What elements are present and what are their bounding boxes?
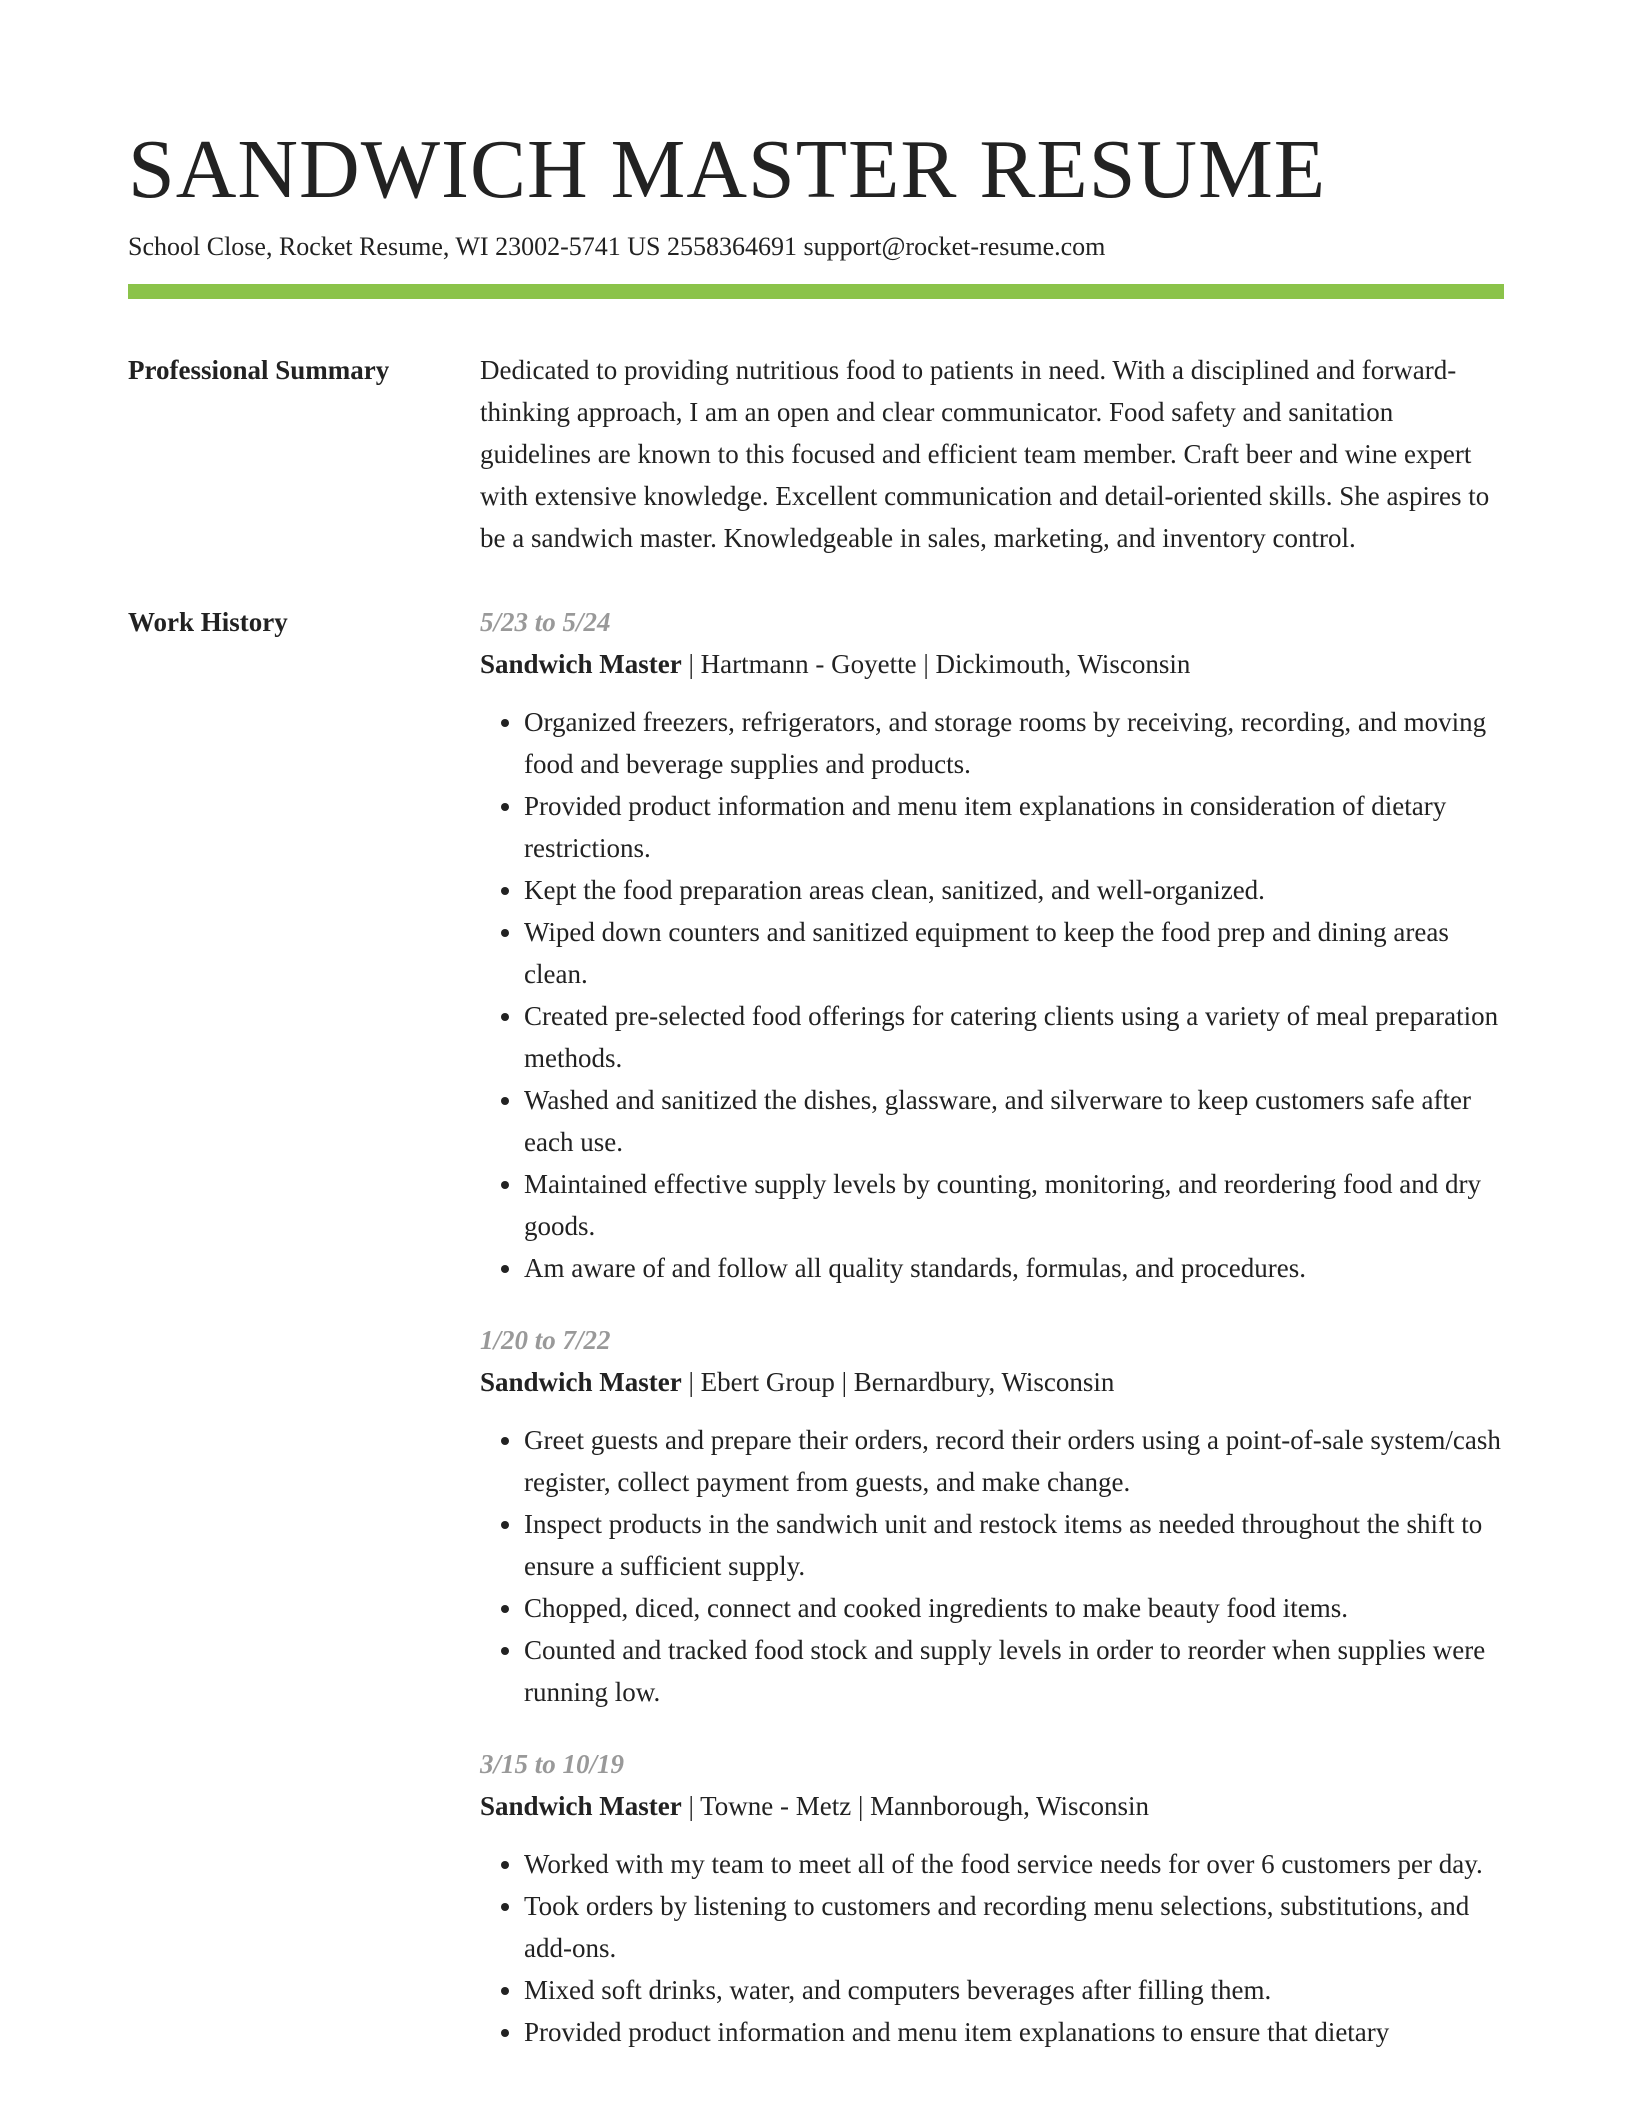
- resume-title: SANDWICH MASTER RESUME: [128, 123, 1327, 216]
- job-bullet: • Organized freezers, refrigerators, and storage rooms by receiving, recording, and moving food and beverage supplies and products.: [524, 701, 1504, 785]
- job-entry: [480, 601, 1504, 1289]
- job-bullet: • Maintained effective supply levels by counting, monitoring, and reordering food and dry goods.: [524, 1163, 1504, 1247]
- job-heading: [480, 1361, 1504, 1403]
- job-bullet: • Inspect products in the sandwich unit and restock items as needed throughout the shift to ensure a sufficient supply.: [524, 1503, 1504, 1587]
- job-title: Sandwich Master: [480, 1367, 682, 1397]
- job-title: Sandwich Master: [480, 649, 682, 679]
- section-label-work-history: Work History: [128, 607, 288, 637]
- job-heading: [480, 1785, 1504, 1827]
- job-bullets: [480, 1843, 1504, 2053]
- job-bullet: • Chopped, diced, connect and cooked ingredients to make beauty food items.: [524, 1587, 1504, 1629]
- job-details: | Towne - Metz | Mannborough, Wisconsin: [681, 1791, 1150, 1821]
- job-bullet: • Kept the food preparation areas clean, sanitized, and well-organized.: [524, 869, 1504, 911]
- section-label-summary: Professional Summary: [128, 355, 390, 385]
- job-entry: [480, 1743, 1504, 2053]
- job-bullet: • Took orders by listening to customers and recording menu selections, substitutions, and add-ons.: [524, 1885, 1504, 1969]
- accent-divider: [128, 284, 1504, 299]
- work-history-body: [480, 601, 1504, 2083]
- job-entry: [480, 1319, 1504, 1713]
- professional-summary-section: [128, 349, 1504, 559]
- job-details: | Hartmann - Goyette | Dickimouth, Wisconsin: [681, 649, 1191, 679]
- job-bullets: [480, 1419, 1504, 1713]
- job-dates: 5/23 to 5/24: [480, 607, 611, 637]
- job-dates: 1/20 to 7/22: [480, 1325, 611, 1355]
- job-heading: [480, 643, 1504, 685]
- job-bullet: • Wiped down counters and sanitized equipment to keep the food prep and dining areas clean.: [524, 911, 1504, 995]
- job-title: Sandwich Master: [480, 1791, 682, 1821]
- job-bullets: [480, 701, 1504, 1289]
- job-details: | Ebert Group | Bernardbury, Wisconsin: [681, 1367, 1115, 1397]
- job-bullet: • Counted and tracked food stock and supply levels in order to reorder when supplies were running low.: [524, 1629, 1504, 1713]
- job-bullet: • Provided product information and menu item explanations to ensure that dietary: [524, 2011, 1504, 2053]
- work-history-section: [128, 601, 1504, 2083]
- job-bullet: • Worked with my team to meet all of the food service needs for over 6 customers per day.: [524, 1843, 1504, 1885]
- job-bullet: • Provided product information and menu item explanations in consideration of dietary restrictions.: [524, 785, 1504, 869]
- job-bullet: • Washed and sanitized the dishes, glassware, and silverware to keep customers safe after each use.: [524, 1079, 1504, 1163]
- contact-line: School Close, Rocket Resume, WI 23002-5741 US 2558364691 support@rocket-resume.com: [128, 232, 1106, 261]
- resume-page: [128, 0, 1504, 2083]
- job-bullet: • Am aware of and follow all quality standards, formulas, and procedures.: [524, 1247, 1504, 1289]
- summary-body: [480, 349, 1504, 559]
- summary-text: Dedicated to providing nutritious food to patients in need. With a disciplined and forward-thinking approach, I am an open and clear communicator. Food safety and sanitation guidelines are known to this focused and efficient team member. Craft beer and wine expert with extensive knowledge. Excellent communication and detail-oriented skills. She aspires to be a sandwich master. Knowledgeable in sales, marketing, and inventory control.: [480, 355, 1490, 553]
- job-dates: 3/15 to 10/19: [480, 1749, 625, 1779]
- job-bullet: • Mixed soft drinks, water, and computers beverages after filling them.: [524, 1969, 1504, 2011]
- job-bullet: • Created pre-selected food offerings for catering clients using a variety of meal preparation methods.: [524, 995, 1504, 1079]
- job-bullet: • Greet guests and prepare their orders, record their orders using a point-of-sale system/cash register, collect payment from guests, and make change.: [524, 1419, 1504, 1503]
